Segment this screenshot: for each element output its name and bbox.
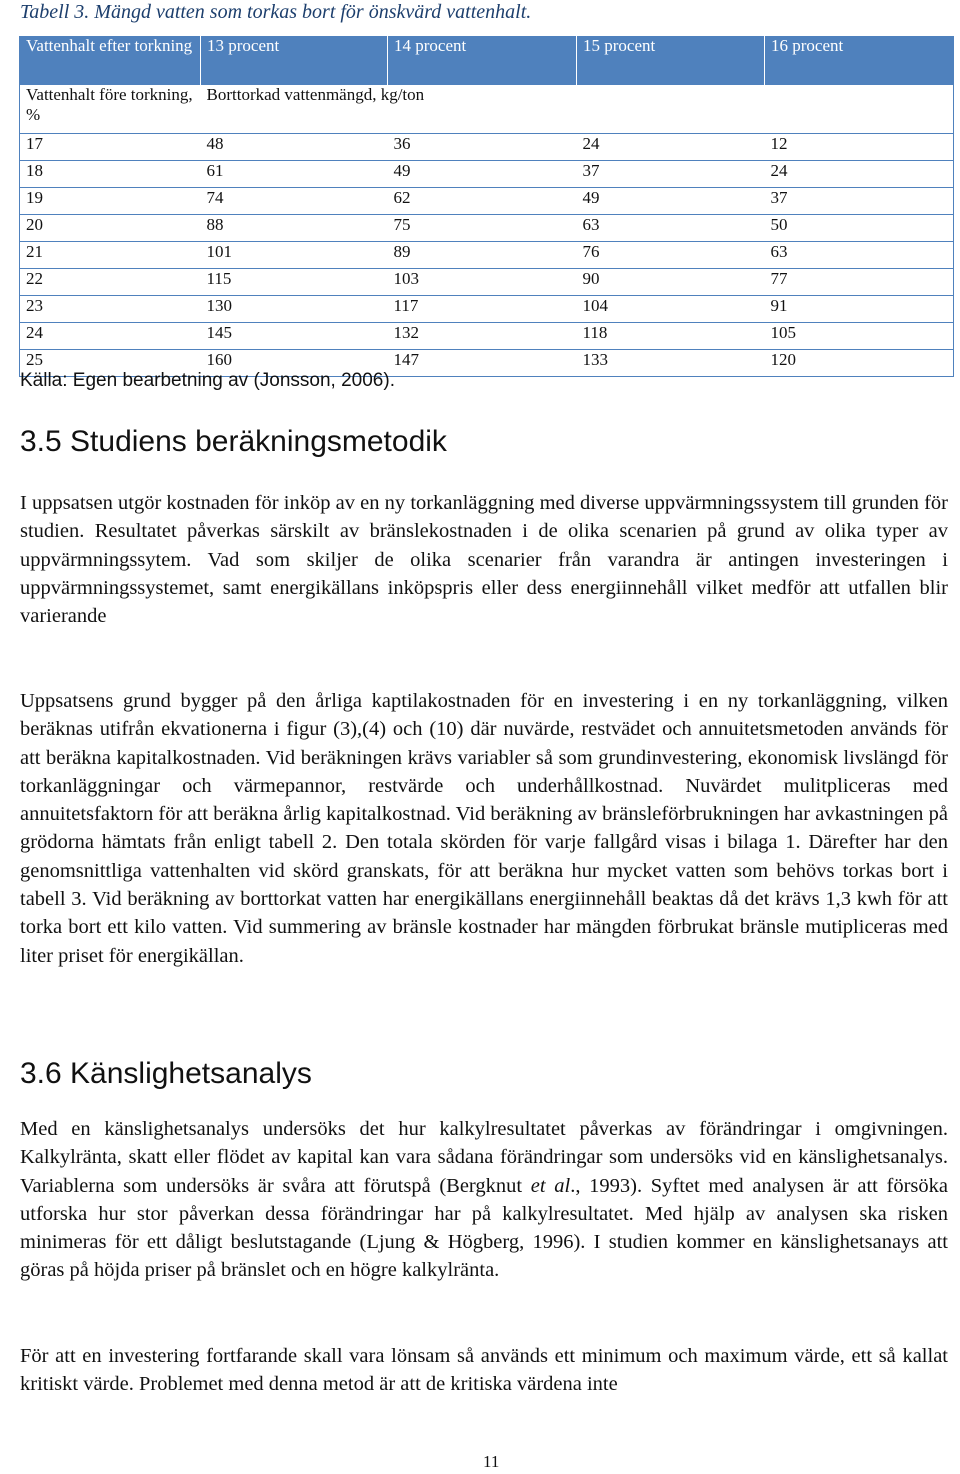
table-cell: 62 (388, 188, 577, 215)
paragraph-3-part-a: Med en känslighetsanalys undersöks det hur kalkylresultatet påverkas av förändringar i omgivningen. Kalkylränta, skatt eller flödet av kapital kan vara sådana förändringar som undersöks vid en känslighetsanalys. Variablerna som undersöks är svåra att förutspå (Bergknut (20, 1118, 948, 1197)
header-cell: 13 procent (201, 36, 388, 85)
table-cell: 88 (201, 215, 388, 242)
table-caption: Tabell 3. Mängd vatten som torkas bort för önskvärd vattenhalt. (20, 1, 532, 23)
header-cell: 14 procent (388, 36, 577, 85)
table-cell: 104 (577, 296, 765, 323)
table-cell: 36 (388, 134, 577, 161)
table-cell: 63 (765, 242, 954, 269)
table-cell: 48 (201, 134, 388, 161)
table-row (20, 134, 954, 161)
table-row (20, 215, 954, 242)
table-subheader-row (20, 85, 954, 134)
table-cell: 89 (388, 242, 577, 269)
table-row (20, 242, 954, 269)
table-cell: 50 (765, 215, 954, 242)
subheader-unit-cell: Borttorkad vattenmängd, kg/ton (201, 85, 954, 134)
table-cell: 24 (765, 161, 954, 188)
table-cell: 133 (577, 350, 765, 377)
subheader-cell: Vattenhalt före torkning, % (20, 85, 201, 134)
table-row (20, 161, 954, 188)
table-cell: 49 (388, 161, 577, 188)
table-cell: 147 (388, 350, 577, 377)
table-row (20, 269, 954, 296)
row-label-cell: 22 (20, 269, 201, 296)
row-label-cell: 17 (20, 134, 201, 161)
water-table (19, 36, 954, 377)
table-header-row (20, 36, 954, 85)
table-cell: 49 (577, 188, 765, 215)
table-cell: 115 (201, 269, 388, 296)
table-cell: 132 (388, 323, 577, 350)
row-label-cell: 25 (20, 350, 201, 377)
table-cell: 61 (201, 161, 388, 188)
table-cell: 105 (765, 323, 954, 350)
table-cell: 145 (201, 323, 388, 350)
table-cell: 77 (765, 269, 954, 296)
table-cell: 118 (577, 323, 765, 350)
table-cell: 76 (577, 242, 765, 269)
table-source: Källa: Egen bearbetning av (Jonsson, 2006). (20, 370, 395, 391)
paragraph-3 (20, 1115, 948, 1285)
paragraph-3-part-b: ., 1993). Syftet med analysen är att försöka utforska hur stor påverkan dessa förändringar har på kalkylresultatet. Med hjälp av analysen ska risken minimeras för ett dåligt beslutstagande (Ljung & Högberg, 1996). I studien kommer en känslighetsanays att göras på höjda priser på bränslet och en högre kalkylränta. (20, 1174, 948, 1282)
header-cell: 15 procent (577, 36, 765, 85)
page-number: 11 (483, 1452, 500, 1471)
table-cell: 120 (765, 350, 954, 377)
table-cell: 37 (765, 188, 954, 215)
table-cell: 63 (577, 215, 765, 242)
table-cell: 101 (201, 242, 388, 269)
table-cell: 91 (765, 296, 954, 323)
row-label-cell: 19 (20, 188, 201, 215)
table-cell: 24 (577, 134, 765, 161)
table-row (20, 323, 954, 350)
row-label-cell: 23 (20, 296, 201, 323)
table-cell: 12 (765, 134, 954, 161)
table-cell: 74 (201, 188, 388, 215)
et-al-italic: et al (530, 1174, 571, 1197)
table-cell: 103 (388, 269, 577, 296)
table-row (20, 188, 954, 215)
paragraph-4: För att en investering fortfarande skall vara lönsam så används ett minimum och maximum värde, ett så kallat kritiskt värde. Problemet med denna metod är att de kritiska värdena inte (20, 1345, 948, 1396)
row-label-cell: 21 (20, 242, 201, 269)
paragraph-1: I uppsatsen utgör kostnaden för inköp av en ny torkanläggning med diverse uppvärmningssystem till grunden för studien. Resultatet påverkas särskilt av bränslekostnaden i de olika scenarien på grund av olika typer av uppvärmningssytem. Vad som skiljer de olika scenarier från varandra är antingen investeringen i uppvärmningssystemet, samt energikällans inköpspris eller dess energiinnehåll vilket medför att utfallen blir varierande (20, 492, 948, 628)
paragraph-2: Uppsatsens grund bygger på den årliga kaptilakostnaden för en investering i en ny torkanläggning, vilken beräknas utifrån ekvationerna i figur (3),(4) och (10) där nuvärde, restvädet och annuitetsmetoden används för att beräkna kapitalkostnaden. Vid beräkningen krävs variabler så som grundinvestering, ekonomisk livslängd för torkanläggningar och värmepannor, restvärde och underhållkostnad. Nuvärdet mulitpliceras med annuitetsfaktorn för att beräkna årlig kapitalkostnad. Vid beräkning av bränsleförbrukningen har avkastningen på grödorna hämtats från enligt tabell 2. Den totala skörden för varje fallgård visas i bilaga 1. Därefter har den genomsnittliga vattenhalten vid skörd granskats, för att beräkna hur mycket vatten som behövs torkas bort i tabell 3. Vid beräkning av borttorkat vatten har energikällans energiinnehåll beaktas då det krävs 1,3 kwh för att torka bort ett kilo vatten. Vid summering av bränsle kostnader har mängden förbrukat bränsle mutipliceras med liter priset för energikällan. (20, 690, 948, 967)
table-cell: 75 (388, 215, 577, 242)
header-cell: 16 procent (765, 36, 954, 85)
row-label-cell: 24 (20, 323, 201, 350)
table-cell: 90 (577, 269, 765, 296)
table-row (20, 296, 954, 323)
section-heading-3-6: 3.6 Känslighetsanalys (20, 1057, 312, 1090)
table-cell: 37 (577, 161, 765, 188)
table-cell: 130 (201, 296, 388, 323)
row-label-cell: 20 (20, 215, 201, 242)
row-label-cell: 18 (20, 161, 201, 188)
table-cell: 117 (388, 296, 577, 323)
header-cell: Vattenhalt efter torkning (20, 36, 201, 85)
table-cell: 160 (201, 350, 388, 377)
section-heading-3-5: 3.5 Studiens beräkningsmetodik (20, 425, 447, 458)
